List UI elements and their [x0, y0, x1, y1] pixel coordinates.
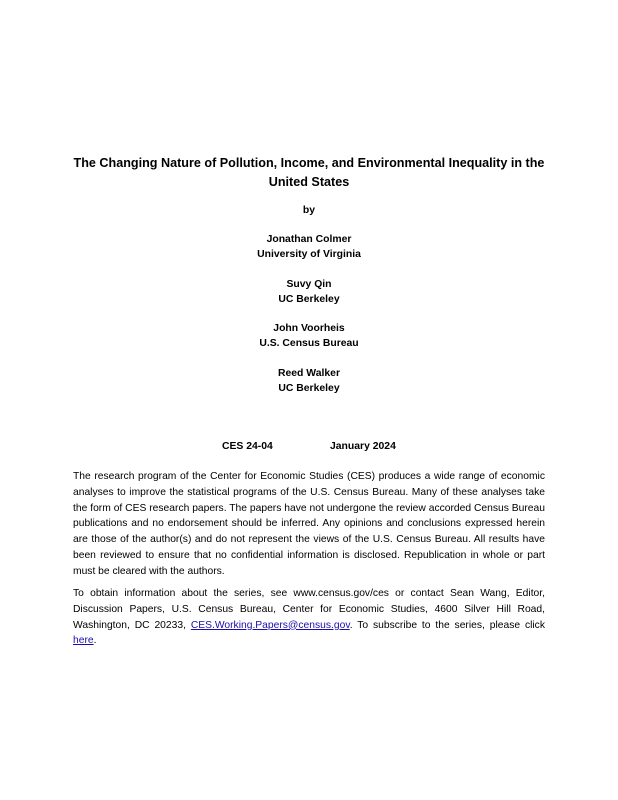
author-name: Jonathan Colmer: [266, 234, 352, 245]
contact-text: .: [93, 635, 97, 647]
contact-paragraph: [73, 586, 545, 649]
email-link[interactable]: CES.Working.Papers@census.gov: [190, 619, 350, 631]
author-affiliation: U.S. Census Bureau: [259, 338, 359, 349]
subscribe-link[interactable]: here: [73, 635, 94, 647]
contact-text: . To subscribe to the series, please click: [349, 619, 545, 631]
author-name: Reed Walker: [278, 368, 340, 379]
paper-title: The Changing Nature of Pollution, Income, and Environmental Inequality in the United States: [73, 156, 545, 189]
author-name: Suvy Qin: [286, 279, 332, 290]
contact-text: To obtain information about the series, see www.census.gov/ces or contact Sean Wang, Editor, Discussion Papers, U.S. Census Bureau, Center for Economic Studies, 4600 Silver Hill Road, Washington, DC 20233,: [73, 588, 545, 631]
author-affiliation: UC Berkeley: [278, 294, 340, 305]
author-affiliation: University of Virginia: [257, 249, 361, 260]
disclaimer-paragraph: The research program of the Center for Economic Studies (CES) produces a wide range of economic analyses to improve the statistical programs of the U.S. Census Bureau. Many of these analyses take the form of CES research papers. The papers have not undergone the review accorded Census Bureau publications and no endorsement should be inferred. Any opinions and conclusions expressed herein are those of the author(s) and do not represent the views of the U.S. Census Bureau. All results have been reviewed to ensure that no confidential information is disclosed. Republication in whole or part must be cleared with the authors.: [73, 471, 545, 577]
author-name: John Voorheis: [273, 323, 345, 334]
by-label: by: [302, 205, 316, 216]
series-date: January 2024: [330, 441, 396, 452]
series-number: CES 24-04: [222, 441, 273, 452]
author-affiliation: UC Berkeley: [278, 383, 340, 394]
